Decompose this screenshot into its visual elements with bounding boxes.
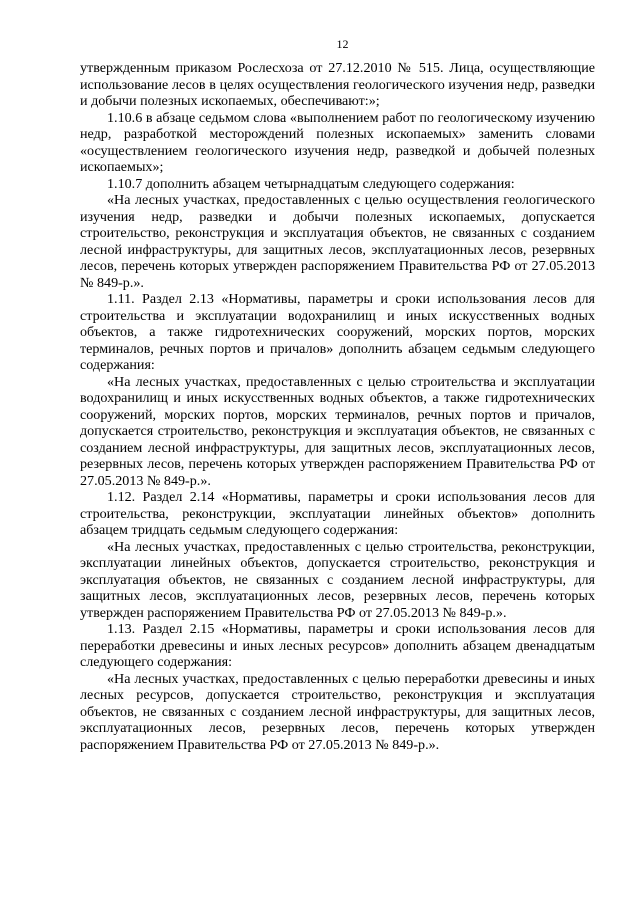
page-number: 12	[336, 37, 349, 51]
paragraph: 1.13. Раздел 2.15 «Нормативы, параметры и сроки использования лесов для переработки древесины и иных лесных ресурсов» дополнить абзацем двенадцатым следующего содержания:	[80, 621, 595, 670]
paragraph: «На лесных участках, предоставленных с целью переработки древесины и иных лесных ресурсов, допускается строительство, реконструкция и эксплуатация объектов, не связанных с созданием лесной инфраструктуры, для защитных лесов, эксплуатационных лесов, резервных лесов, перечень которых утвержден распоряжением Правительства РФ от 27.05.2013 № 849-р.».	[80, 670, 595, 753]
paragraph: утвержденным приказом Рослесхоза от 27.12.2010 № 515. Лица, осуществляющие использование лесов в целях осуществления геологического изучения недр, разведки и добычи полезных ископаемых, обеспечивают:»;	[80, 60, 595, 109]
paragraph: «На лесных участках, предоставленных с целью строительства и эксплуатации водохранилищ и иных искусственных водных объектов, а также гидротехнических сооружений, морских портов, морских терминалов, речных портов и причалов, допускается строительство, реконструкция и эксплуатация объектов, не связанных с созданием лесной инфраструктуры, для защитных лесов, эксплуатационных лесов, резервных лесов, перечень которых утвержден распоряжением Правительства РФ от 27.05.2013 № 849-р.».	[80, 373, 595, 489]
paragraph: 1.10.7 дополнить абзацем четырнадцатым следующего содержания:	[107, 175, 515, 192]
paragraph: 1.12. Раздел 2.14 «Нормативы, параметры и сроки использования лесов для строительства, реконструкции, эксплуатации линейных объектов» дополнить абзацем тридцать седьмым следующего содержания:	[80, 489, 595, 538]
paragraph: 1.10.6 в абзаце седьмом слова «выполнением работ по геологическому изучению недр, разработкой месторождений полезных ископаемых» заменить словами «осуществлением геологического изучения недр, разведкой и добычей полезных ископаемых»;	[80, 109, 595, 175]
paragraph: «На лесных участках, предоставленных с целью строительства, реконструкции, эксплуатации линейных объектов, допускается строительство, реконструкция и эксплуатация объектов, не связанных с созданием лесной инфраструктуры, для защитных лесов, эксплуатационных лесов, резервных лесов, перечень которых утвержден распоряжением Правительства РФ от 27.05.2013 № 849-р.».	[80, 538, 595, 621]
paragraph: 1.11. Раздел 2.13 «Нормативы, параметры и сроки использования лесов для строительства и эксплуатации водохранилищ и иных искусственных водных объектов, а также гидротехнических сооружений, морских портов, морских терминалов, речных портов и причалов» дополнить абзацем седьмым следующего содержания:	[80, 291, 595, 373]
paragraph: «На лесных участках, предоставленных с целью осуществления геологического изучения недр, разведки и добычи полезных ископаемых, допускается строительство, реконструкция и эксплуатация объектов, не связанных с созданием лесной инфраструктуры, для защитных лесов, эксплуатационных лесов, резервных лесов, перечень которых утвержден распоряжением Правительства РФ от 27.05.2013 № 849-р.».	[80, 192, 595, 291]
